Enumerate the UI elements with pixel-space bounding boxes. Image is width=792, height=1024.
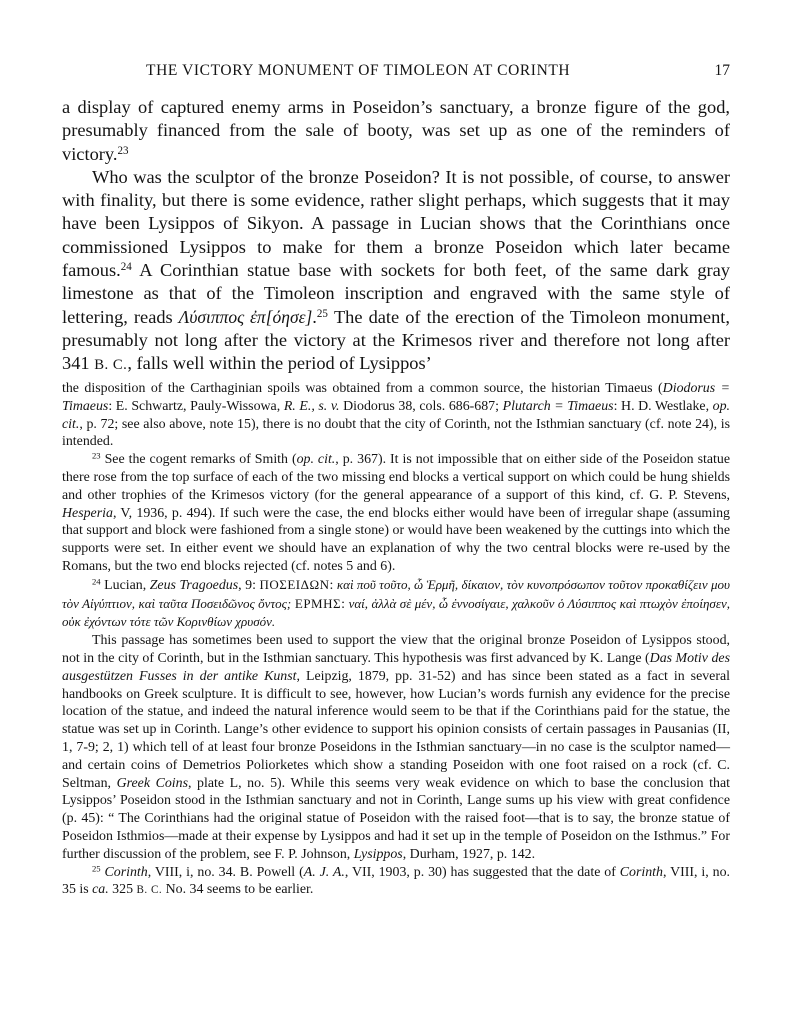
footnote-italic-run: Zeus Tragoedus (149, 577, 239, 593)
running-head (62, 62, 730, 82)
footnote-italic-run: Diodorus = Timaeus (62, 381, 730, 414)
footnote-text-run: 325 (108, 882, 137, 898)
footnote-text-run: : (341, 596, 349, 612)
footnote-italic-run: Plutarch = Timaeus (502, 398, 614, 414)
footnote-italic-run: Corinth (619, 864, 663, 880)
era-abbrev: B. C. (94, 357, 128, 374)
note-ref-24[interactable]: 24 (120, 261, 132, 274)
footnote-italic-run: Corinth (104, 864, 148, 880)
footnote-24-paragraph-2 (62, 632, 730, 863)
footnote-text-run: the disposition of the Carthaginian spoils was obtained from a common source, the historian Timaeus ( (62, 381, 663, 396)
note-ref-23[interactable]: 23 (117, 144, 129, 157)
footnote-continuation (62, 380, 730, 451)
body-text-run: A Corinthian statue base with sockets for both feet, of the same dark gray limestone as that of the Timoleon inscription and engraved with the same style of lettering, reads (62, 260, 730, 327)
footnote-23 (62, 451, 730, 576)
footnote-text-run: , Leipzig, 1879, pp. 31-52) and has since been stated as a fact in several handbooks on Greek sculpture. It is difficult to see, however, how Lucian’s words furnish any evidence for the precise location of the statue, and indeed the natural inference would seem to be that if the Corinthians paid for the statue, the statue was set up in Corinth. Lange’s other evidence to support his opinion consists of certain passages in Pausanias (II, 1, 7-9; 2, 1) which tell of at least four bronze Poseidons in the Isthmian sanctuary—in no case is the sculptor named—and certain coins of Demetrios Poliorketes which show a standing Poseidon with one foot raised on a rock (cf. C. Seltman, (62, 668, 731, 791)
body-text-run: The date of the erection of the Timoleon monument, presumably not long after the victory at the Krimesos river and therefore not long after 341 (62, 306, 730, 374)
footnote-text-run: : H. D. Westlake, (613, 398, 713, 414)
note-ref-25[interactable]: 25 (316, 307, 328, 320)
footnote-italic-run: Das Motiv des ausgestützen Fusses in der antike Kunst (62, 650, 730, 684)
footnote-text-run: This passage has sometimes been used to support the view that the original bronze Poseidon of Lysippos stood, not in the city of Corinth, but in the Isthmian sanctuary. This hypothesis was first advanced by K. Lange ( (62, 633, 730, 666)
era-abbrev: B. C. (136, 884, 163, 897)
body-text-run: . (312, 306, 317, 327)
footnote-25 (62, 864, 730, 901)
greek-quote: ναί, ἀλλὰ σὲ μέν, ὦ ἐννοσίγαιε, χαλκοῦν ὁ Λύσιππος καὶ πτωχὸν ἐποίησεν, οὐκ ἐχόντων τότε τῶν Κορινθίων χρυσόν. (62, 595, 730, 630)
footnote-text-run: , p. 72; see also above, note 15), there is no doubt that the city of Corinth, not the Isthmian sanctuary (cf. note 24), is intended. (62, 416, 730, 450)
footnote-24 (62, 576, 730, 632)
body-paragraph-1 (62, 96, 730, 166)
footnote-text-run: , p. 367). It is not impossible that on either side of the Poseidon statue there rose from the top surface of each of the two missing end blocks a vertical support on which could be hung shields and other trophies of the Krimesos victory (for the general appearance of a support of this kind, cf. G. P. Stevens, (62, 452, 730, 503)
footnote-text-run: No. 34 seems to be earlier. (162, 882, 314, 898)
footnote-text-run: , VIII, i, no. 35 is (62, 864, 731, 898)
footnote-italic-run: Lysippos (353, 846, 403, 862)
footnote-italic-run: R. E., s. v. (283, 398, 340, 414)
greek-speaker: ΕΡΜΗΣ (294, 595, 342, 611)
footnote-italic-run: op. cit. (296, 452, 336, 468)
body-text-run: Who was the sculptor of the bronze Poseidon? It is not possible, of course, to answer with finality, but there is some evidence, rather slight perhaps, which suggests that it may have been Lysippos of Sikyon. A passage in Lucian shows that the Corinthians once commissioned Lysippos to make for them a bronze Poseidon which later became famous. (62, 166, 730, 281)
footnote-text-run: , Durham, 1927, p. 142. (402, 846, 536, 862)
footnote-italic-run: Hesperia (62, 505, 113, 521)
greek-quote: καὶ ποῦ τοῦτο, ὦ Ἑρμῆ, δίκαιον, τὸν κυνοπρόσωπον τοῦτον προκαθίζειν μου τὸν Αἰγύπτιον, καὶ ταῦτα Ποσειδῶνος ὄντος; (62, 576, 730, 611)
running-title: THE VICTORY MONUMENT OF TIMOLEON AT CORINTH (146, 62, 571, 79)
body-text-run: , falls well within the period of Lysippos’ (127, 353, 432, 374)
greek-inscription: Λύσιππος ἐπ[όησε] (178, 306, 313, 327)
footnote-number: 24 (92, 576, 101, 587)
footnote-text-run: , plate L, no. 5). While this seems very weak evidence on which to base the conclusion that Lysippos’ Poseidon stood in the Isthmian sanctuary and not in Corinth, Lange sums up his view with great confidence (p. 45): “ The Corinthians had the original statue of Poseidon with the raised foot—that is to say, the bronze statue of Poseidon Isthmios—made at their expense by Lysippos and had it set up in the temple of Poseidon on the Isthmus.” For further discussion of the problem, see F. P. Johnson, (62, 775, 730, 862)
body-paragraph-2 (62, 166, 730, 378)
footnote-italic-run: A. J. A. (303, 864, 345, 880)
greek-speaker: ΠΟΣΕΙΔΩΝ (259, 576, 330, 592)
footnote-text-run: , 9: (238, 577, 260, 593)
footnote-text-run: : (329, 577, 337, 593)
page-number: 17 (714, 62, 730, 79)
footnote-text-run: , VII, 1903, p. 30) has suggested that the date of (344, 864, 620, 880)
footnote-text-run: Lucian, (100, 577, 150, 593)
footnote-text-run: Diodorus 38, cols. 686-687; (339, 398, 503, 414)
footnote-italic-run: Greek Coins (116, 775, 188, 791)
main-text (62, 96, 730, 378)
footnote-italic-run: op. cit. (62, 398, 731, 432)
footnote-text-run: See the cogent remarks of Smith ( (100, 452, 297, 468)
body-text-run: a display of captured enemy arms in Poseidon’s sanctuary, a bronze figure of the god, presumably financed from the sale of booty, was set up as one of the reminders of victory. (62, 97, 730, 164)
footnote-number: 25 (92, 863, 101, 874)
footnote-number: 23 (92, 450, 101, 461)
footnote-text-run: , VIII, i, no. 34. B. Powell ( (147, 864, 304, 880)
footnotes (62, 380, 730, 900)
footnote-italic-run: ca. (92, 882, 109, 898)
footnote-text-run: , V, 1936, p. 494). If such were the case, the end blocks either would have been of irregular shape (assuming that support and block were fashioned from a single stone) or would have been weakened by the cuttings into which the supports were set. In either event we should have an explanation of why the two central blocks were re-used by the Romans, but the two end blocks rejected (cf. notes 5 and 6). (62, 505, 730, 574)
footnote-text-run: : E. Schwartz, Pauly-Wissowa, (108, 398, 284, 414)
